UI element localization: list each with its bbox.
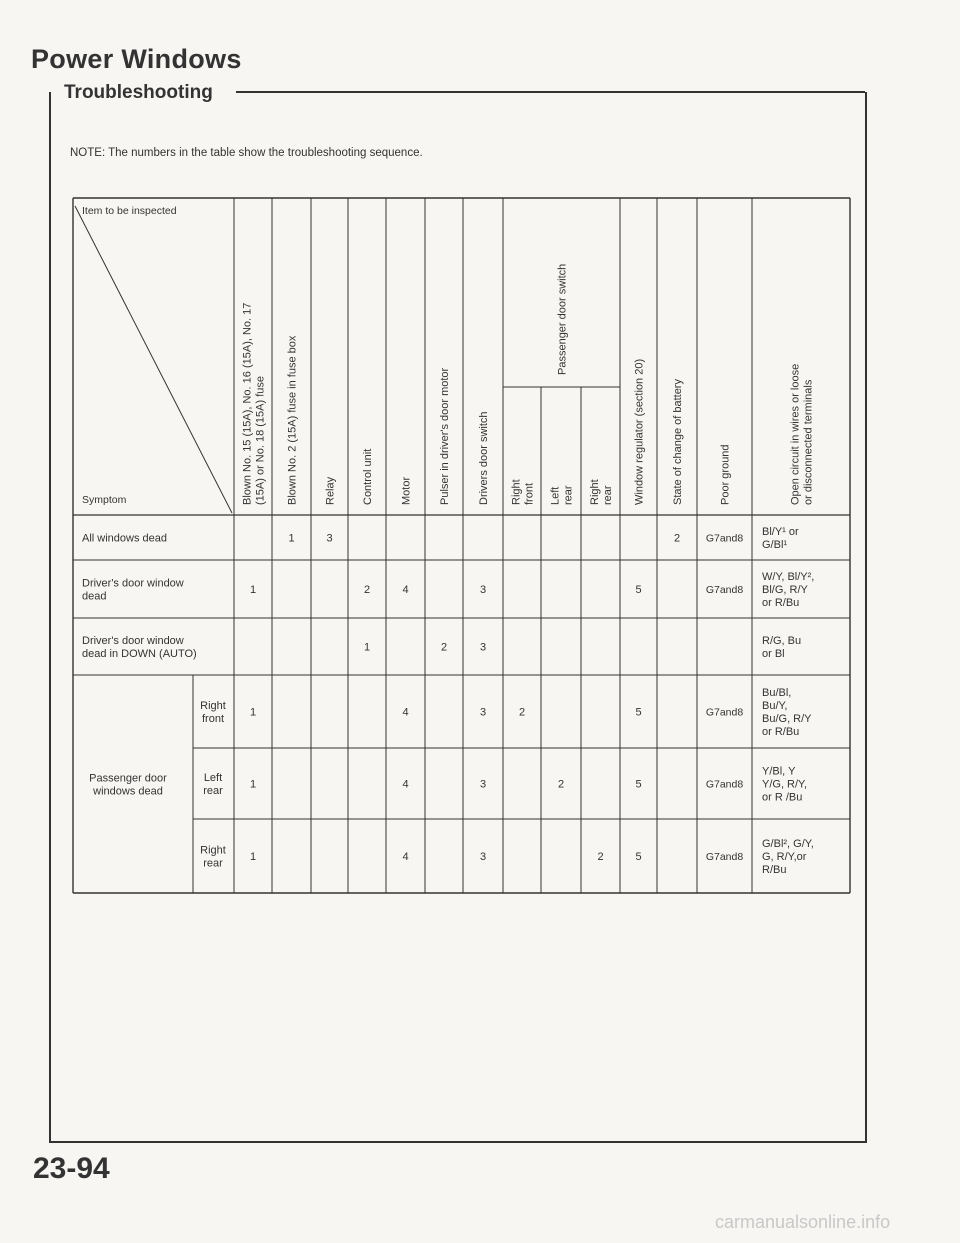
cell-wire-colors-row-2: W/Y, Bl/Y², (762, 571, 815, 583)
cell-poor-ground-row-6: G7and8 (705, 851, 744, 863)
cell-wire-colors-row-6: R/Bu (762, 864, 787, 876)
cell-wire-colors-row-1: Bl/Y¹ or (762, 526, 799, 538)
column-header-c14: or disconnected terminals (802, 379, 815, 505)
column-header-c4: Control unit (362, 448, 374, 505)
cell-r1-c3: 3 (326, 532, 333, 545)
cell-r1-c2: 1 (288, 532, 295, 545)
column-header-c8: Right (510, 479, 523, 505)
cell-r6-c10: 2 (597, 851, 604, 863)
page-title: Power Windows (31, 44, 242, 74)
symptom-row-5: rear (203, 785, 223, 797)
cell-wire-colors-row-6: G, R/Y,or (762, 851, 807, 863)
column-header-c9: Left (549, 486, 562, 505)
cell-wire-colors-row-6: G/Bl², G/Y, (762, 838, 814, 850)
cell-r2-c5: 4 (402, 584, 409, 596)
cell-r5-c9: 2 (557, 778, 565, 791)
cell-wire-colors-row-4: Bu/Bl, (762, 687, 792, 699)
cell-poor-ground-row-4: G7and8 (705, 706, 744, 719)
symptom-row-1: All windows dead (82, 532, 167, 545)
corner-item-label: Item to be inspected (82, 205, 177, 217)
cell-r1-c12: 2 (673, 532, 681, 545)
column-header-c10: Right (589, 479, 601, 505)
cell-wire-colors-row-2: Bl/G, R/Y (762, 584, 808, 596)
symptom-row-6: Right (200, 844, 226, 857)
column-header-c1: Blown No. 15 (15A), No. 16 (15A), No. 17 (241, 302, 254, 505)
column-header-c13: Poor ground (719, 444, 732, 505)
cell-r4-c11: 5 (635, 706, 642, 719)
cell-r2-c4: 2 (363, 584, 371, 596)
cell-wire-colors-row-2: or R/Bu (762, 597, 800, 609)
symptom-row-4: front (201, 713, 225, 725)
cell-wire-colors-row-3: R/G, Bu (762, 635, 802, 647)
symptom-row-3: Driver's door window (82, 635, 184, 647)
symptom-row-2: Driver's door window (82, 577, 184, 590)
page-number: 23-94 (33, 1152, 110, 1185)
cell-wire-colors-row-3: or Bl (762, 648, 785, 660)
cell-wire-colors-row-4: or R/Bu (762, 726, 800, 738)
corner-diagonal (75, 206, 232, 513)
cell-r5-c7: 3 (479, 778, 487, 791)
column-header-c6: Pulser in driver's door motor (439, 367, 451, 505)
cell-poor-ground-row-5: G7and8 (705, 778, 744, 791)
cell-r6-c1: 1 (249, 851, 257, 863)
cell-r5-c1: 1 (249, 778, 257, 791)
column-header-c12: State of change of battery (672, 379, 684, 505)
column-header-c3: Relay (324, 476, 337, 505)
column-header-c11: Window regulator (section 20) (633, 358, 646, 505)
cell-r4-c8: 2 (518, 706, 526, 719)
cell-poor-ground-row-1: G7and8 (705, 532, 744, 545)
column-header-c10: rear (602, 485, 614, 505)
symptom-row-6: rear (203, 857, 223, 870)
watermark: carmanualsonline.info (715, 1212, 891, 1232)
column-header-c14: Open circuit in wires or loose (789, 363, 802, 505)
cell-wire-colors-row-5: Y/Bl, Y (762, 765, 796, 778)
cell-wire-colors-row-1: G/Bl¹ (762, 539, 788, 551)
cell-r4-c1: 1 (249, 706, 257, 719)
cell-r5-c5: 4 (402, 778, 409, 791)
cell-poor-ground-row-2: G7and8 (705, 584, 744, 596)
cell-r6-c5: 4 (402, 851, 409, 863)
column-header-c7: Drivers door switch (478, 411, 490, 505)
cell-wire-colors-row-4: Bu/G, R/Y (762, 713, 812, 725)
column-header-c1: (15A) or No. 18 (15A) fuse (254, 375, 267, 505)
cell-r3-c6: 2 (440, 641, 448, 654)
cell-r2-c11: 5 (635, 584, 642, 596)
column-header-c2: Blown No. 2 (15A) fuse in fuse box (286, 335, 299, 505)
cell-r3-c7: 3 (479, 641, 487, 654)
section-title: Troubleshooting (60, 82, 217, 104)
corner-symptom-label: Symptom (82, 494, 127, 506)
cell-r6-c7: 3 (479, 851, 487, 863)
cell-r2-c7: 3 (479, 584, 487, 596)
cell-r5-c11: 5 (635, 778, 642, 791)
symptom-row-3: dead in DOWN (AUTO) (82, 648, 197, 660)
column-header-c5: Motor (400, 476, 413, 505)
column-header-c9: rear (562, 485, 575, 505)
cell-r4-c5: 4 (402, 706, 409, 719)
cell-r3-c4: 1 (363, 641, 371, 654)
group-header-passenger-switch: Passenger door switch (556, 263, 569, 375)
cell-wire-colors-row-5: Y/G, R/Y, (762, 778, 808, 791)
cell-r2-c1: 1 (249, 584, 257, 596)
symptom-row-4: Right (200, 700, 226, 712)
symptom-passenger-group: Passenger door (89, 772, 167, 785)
cell-r6-c11: 5 (635, 851, 642, 863)
symptom-passenger-group: windows dead (93, 785, 163, 798)
symptom-row-5: Left (203, 772, 223, 784)
note-text: NOTE: The numbers in the table show the troubleshooting sequence. (70, 147, 423, 159)
cell-wire-colors-row-4: Bu/Y, (762, 700, 788, 712)
symptom-row-2: dead (82, 590, 107, 603)
cell-wire-colors-row-5: or R /Bu (762, 791, 803, 804)
column-header-c8: front (523, 482, 536, 505)
cell-r4-c7: 3 (479, 706, 487, 719)
